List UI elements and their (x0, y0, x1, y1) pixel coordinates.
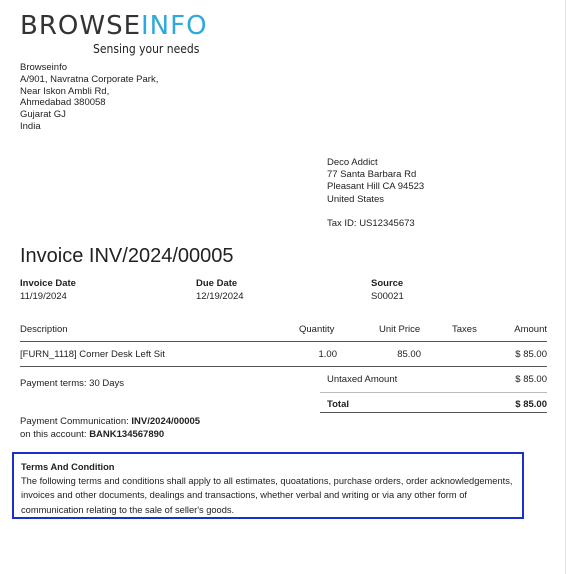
logo-part1: BROWSE (20, 11, 142, 41)
company-logo (20, 11, 208, 41)
company-address-line: Gujarat GJ (20, 109, 66, 121)
line-amount: $ 85.00 (515, 349, 547, 360)
total-value: $ 85.00 (515, 399, 547, 410)
payment-account-label: on this account: (20, 428, 90, 440)
due-date-block (196, 277, 244, 303)
invoice-title: Invoice INV/2024/00005 (20, 245, 234, 267)
table-header-divider (20, 341, 547, 342)
invoice-date-value: 11/19/2024 (20, 291, 67, 302)
terms-highlight-box (12, 452, 524, 519)
invoice-date-block (20, 277, 76, 303)
terms-body: The following terms and conditions shall apply to all estimates, quoatations, purchase orders, order acknowledgements, invoices and other documents, dealings and transactions, whether verbal and writing or via any other form of communication relating to the sale of seller's goods. (21, 476, 513, 515)
customer-address-line: United States (327, 193, 385, 205)
customer-address-line: Pleasant Hill CA 94523 (327, 181, 425, 193)
customer-address (327, 157, 424, 206)
header-taxes: Taxes (452, 324, 477, 335)
total-divider (320, 412, 547, 413)
company-address-line: Ahmedabad 380058 (20, 97, 106, 109)
logo-tagline: Sensing your needs (93, 42, 200, 56)
payment-comm-label: Payment Communication: (20, 416, 132, 427)
company-address-line: India (20, 120, 41, 132)
due-date-value: 12/19/2024 (196, 291, 244, 302)
terms-title: Terms And Condition (21, 462, 115, 472)
source-label: Source (371, 278, 404, 289)
line-description: [FURN_1118] Corner Desk Left Sit (20, 349, 165, 360)
logo-part2: INFO (141, 11, 208, 41)
source-block (371, 277, 404, 303)
company-address-line: Near Iskon Ambli Rd, (20, 85, 110, 97)
header-description: Description (20, 324, 68, 335)
untaxed-amount-value: $ 85.00 (515, 374, 547, 385)
header-unit-price: Unit Price (379, 324, 421, 335)
company-address (20, 62, 158, 133)
payment-communication (20, 416, 200, 441)
untaxed-amount-label: Untaxed Amount (327, 374, 398, 385)
payment-comm-value: INV/2024/00005 (131, 416, 201, 427)
line-unit-price: 85.00 (397, 349, 421, 360)
table-header (20, 324, 547, 340)
customer-address-line: 77 Santa Barbara Rd (327, 169, 417, 181)
totals-divider (320, 392, 547, 393)
table-row-divider (20, 366, 547, 367)
line-quantity: 1.00 (318, 349, 337, 360)
invoice-date-label: Invoice Date (20, 278, 76, 289)
customer-tax-id: Tax ID: US12345673 (327, 218, 415, 229)
company-address-line: A/901, Navratna Corporate Park, (20, 73, 159, 85)
source-value: S00021 (371, 291, 404, 302)
customer-name: Deco Addict (327, 157, 378, 168)
header-quantity: Quantity (299, 324, 335, 335)
header-amount: Amount (514, 324, 547, 335)
company-name: Browseinfo (20, 62, 67, 73)
total-label: Total (327, 399, 349, 410)
payment-terms: Payment terms: 30 Days (20, 378, 125, 389)
payment-account-value: BANK134567890 (89, 428, 165, 440)
due-date-label: Due Date (196, 278, 238, 289)
